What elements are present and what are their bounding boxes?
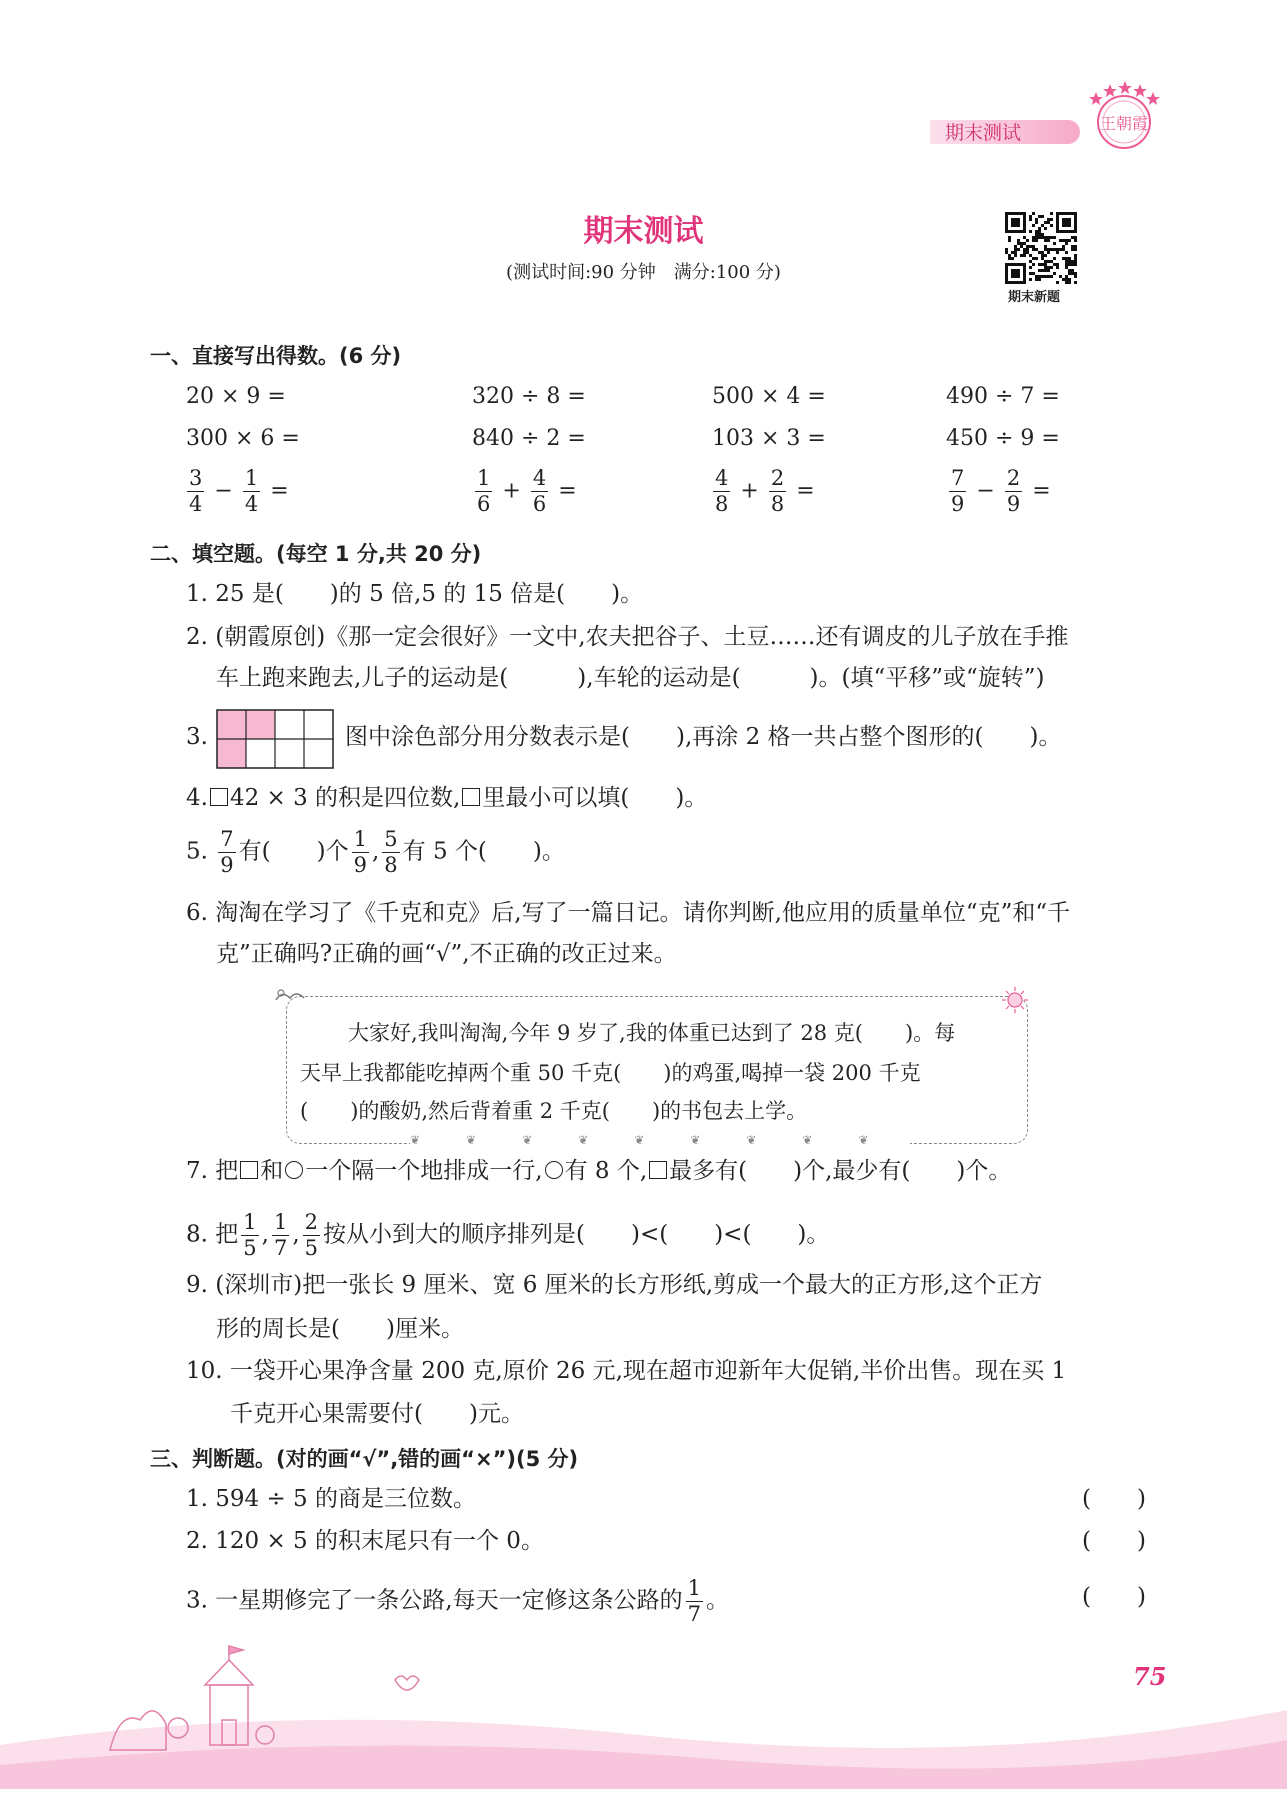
page-number: 75 (1133, 1662, 1167, 1691)
denominator: 9 (220, 853, 234, 877)
denominator: 7 (273, 1236, 288, 1260)
numerator: 4 (532, 466, 547, 490)
numerator: 7 (951, 466, 965, 490)
question-number: 4. (186, 785, 208, 811)
question-2-6-line2: 克”正确吗?正确的画“√”,不正确的改正过来。 (216, 941, 677, 967)
denominator: 9 (353, 853, 367, 877)
question-text: 有 5 个( )。 (402, 838, 565, 865)
diary-border-ornaments: ❦❦❦❦❦❦❦❦❦ (410, 1133, 915, 1147)
question-text: 有 8 个, (564, 1158, 648, 1184)
numerator: 1 (244, 466, 259, 490)
calc-item: 300 × 6 = (186, 426, 300, 451)
diary-line-2: 天早上我都能吃掉两个重 50 千克( )的鸡蛋,喝掉一袋 200 千克 (300, 1061, 921, 1085)
section-1-heading: 一、直接写出得数。(6 分) (150, 344, 402, 368)
numerator: 1 (477, 466, 491, 490)
question-2-10-line2: 千克开心果需要付( )元。 (230, 1401, 524, 1427)
circle-icon (545, 1161, 563, 1179)
denominator: 7 (687, 1602, 701, 1626)
section-3-heading: 三、判断题。(对的画“√”,错的画“×”)(5 分) (150, 1447, 579, 1471)
section-2-heading: 二、填空题。(每空 1 分,共 20 分) (150, 542, 482, 566)
question-text: 最多有( )个,最少有( )个。 (669, 1158, 1012, 1184)
numerator: 2 (304, 1210, 319, 1234)
answer-paren[interactable]: ( ) (1082, 1486, 1146, 1512)
denominator: 9 (1006, 492, 1021, 516)
denominator: 4 (189, 492, 203, 516)
diary-line-1: 大家好,我叫淘淘,今年 9 岁了,我的体重已达到了 28 克( )。每 (348, 1021, 956, 1045)
operator: − (976, 478, 995, 504)
page-subtitle: (测试时间:90 分钟 满分:100 分) (506, 262, 781, 283)
question-2-3-number: 3. (186, 724, 208, 750)
calc-item: 500 × 4 = (712, 384, 826, 409)
numerator: 1 (243, 1210, 257, 1234)
denominator: 9 (951, 492, 965, 516)
question-2-4 (186, 783, 707, 813)
question-text: 。 (705, 1587, 729, 1614)
calc-item: 103 × 3 = (712, 426, 826, 451)
numerator: 7 (220, 827, 234, 851)
circle-icon (285, 1161, 303, 1179)
publisher-logo (1082, 78, 1162, 150)
equals: = (796, 478, 815, 504)
numerator: 4 (715, 466, 729, 490)
question-text: 按从小到大的顺序排列是( )<( )<( )。 (323, 1221, 830, 1248)
denominator: 8 (715, 492, 729, 516)
question-text: 和 (260, 1158, 284, 1184)
calc-item: 20 × 9 = (186, 384, 286, 409)
denominator: 5 (304, 1236, 319, 1260)
denominator: 5 (243, 1236, 257, 1260)
question-2-2-line2: 车上跑来跑去,儿子的运动是( ),车轮的运动是( )。(填“平移”或“旋转”) (216, 665, 1045, 691)
equals: = (558, 478, 577, 504)
question-text: 8. 把 (186, 1221, 239, 1248)
numerator: 2 (770, 466, 785, 490)
numerator: 5 (384, 827, 398, 851)
separator: , (261, 1221, 269, 1248)
question-2-7 (186, 1156, 1011, 1186)
denominator: 6 (477, 492, 491, 516)
sun-decoration-icon (1000, 985, 1030, 1019)
equals: = (1032, 478, 1051, 504)
numerator: 1 (273, 1210, 288, 1234)
calc-item: 450 ÷ 9 = (946, 426, 1060, 451)
blank-square-icon (210, 788, 228, 806)
judge-question-3 (186, 1578, 729, 1625)
calc-item: 840 ÷ 2 = (472, 426, 586, 451)
question-text: 3. 一星期修完了一条公路,每天一定修这条公路的 (186, 1587, 683, 1614)
logo-text: 王朝霞 (1099, 114, 1149, 133)
numerator: 2 (1006, 466, 1021, 490)
operator: − (214, 478, 233, 504)
question-text: 里最小可以填( )。 (482, 785, 708, 811)
question-text: 7. 把 (186, 1158, 239, 1184)
diary-decoration-icon (272, 986, 312, 1014)
separator: , (292, 1221, 300, 1248)
question-2-1: 1. 25 是( )的 5 倍,5 的 15 倍是( )。 (186, 581, 644, 607)
square-icon (240, 1161, 258, 1179)
question-2-5 (186, 829, 565, 876)
question-text: 42 × 3 的积是四位数, (229, 785, 461, 811)
footer-decoration (0, 1640, 1287, 1789)
answer-paren[interactable]: ( ) (1082, 1528, 1146, 1554)
denominator: 8 (770, 492, 785, 516)
denominator: 8 (384, 853, 398, 877)
operator: + (740, 478, 759, 504)
numerator: 1 (687, 1576, 701, 1600)
question-text: 有( )个 (238, 838, 349, 865)
qr-code[interactable] (1005, 212, 1077, 284)
fraction-calc-item (472, 468, 577, 515)
numerator: 3 (189, 466, 203, 490)
fraction-calc-item (710, 468, 815, 515)
calc-item: 320 ÷ 8 = (472, 384, 586, 409)
operator: + (502, 478, 521, 504)
question-2-9-line1: 9. (深圳市)把一张长 9 厘米、宽 6 厘米的长方形纸,剪成一个最大的正方形,这个正方 (186, 1272, 1043, 1298)
diary-line-3: ( )的酸奶,然后背着重 2 千克( )的书包去上学。 (300, 1099, 808, 1123)
denominator: 4 (244, 492, 259, 516)
separator: , (371, 838, 380, 865)
fraction-calc-item (184, 468, 289, 515)
judge-question-1: 1. 594 ÷ 5 的商是三位数。 (186, 1486, 476, 1512)
page-title: 期末测试 (583, 214, 704, 249)
qr-caption: 期末新题 (1008, 290, 1061, 305)
calc-item: 490 ÷ 7 = (946, 384, 1060, 409)
question-2-9-line2: 形的周长是( )厘米。 (216, 1316, 464, 1342)
judge-question-2: 2. 120 × 5 的积末尾只有一个 0。 (186, 1528, 544, 1554)
question-2-2-line1: 2. (朝霞原创)《那一定会很好》一文中,农夫把谷子、土豆……还有调皮的儿子放在手推 (186, 624, 1069, 650)
question-number: 5. (186, 838, 208, 865)
question-text: 一个隔一个地排成一行, (305, 1158, 543, 1184)
question-2-3-text: 图中涂色部分用分数表示是( ),再涂 2 格一共占整个图形的( )。 (345, 724, 1062, 750)
answer-paren[interactable]: ( ) (1082, 1584, 1146, 1610)
numerator: 1 (353, 827, 367, 851)
header-section-tab: 期末测试 (945, 122, 1022, 144)
denominator: 6 (532, 492, 547, 516)
square-icon (649, 1161, 667, 1179)
shaded-grid-figure (216, 709, 336, 773)
question-2-6-line1: 6. 淘淘在学习了《千克和克》后,写了一篇日记。请你判断,他应用的质量单位“克”和“千 (186, 900, 1071, 926)
equals: = (270, 478, 289, 504)
blank-square-icon (462, 788, 480, 806)
fraction-calc-item (946, 468, 1051, 515)
question-2-8 (186, 1212, 829, 1259)
question-2-10-line1: 10. 一袋开心果净含量 200 克,原价 26 元,现在超市迎新年大促销,半价出售。现在买 1 (186, 1358, 1067, 1384)
